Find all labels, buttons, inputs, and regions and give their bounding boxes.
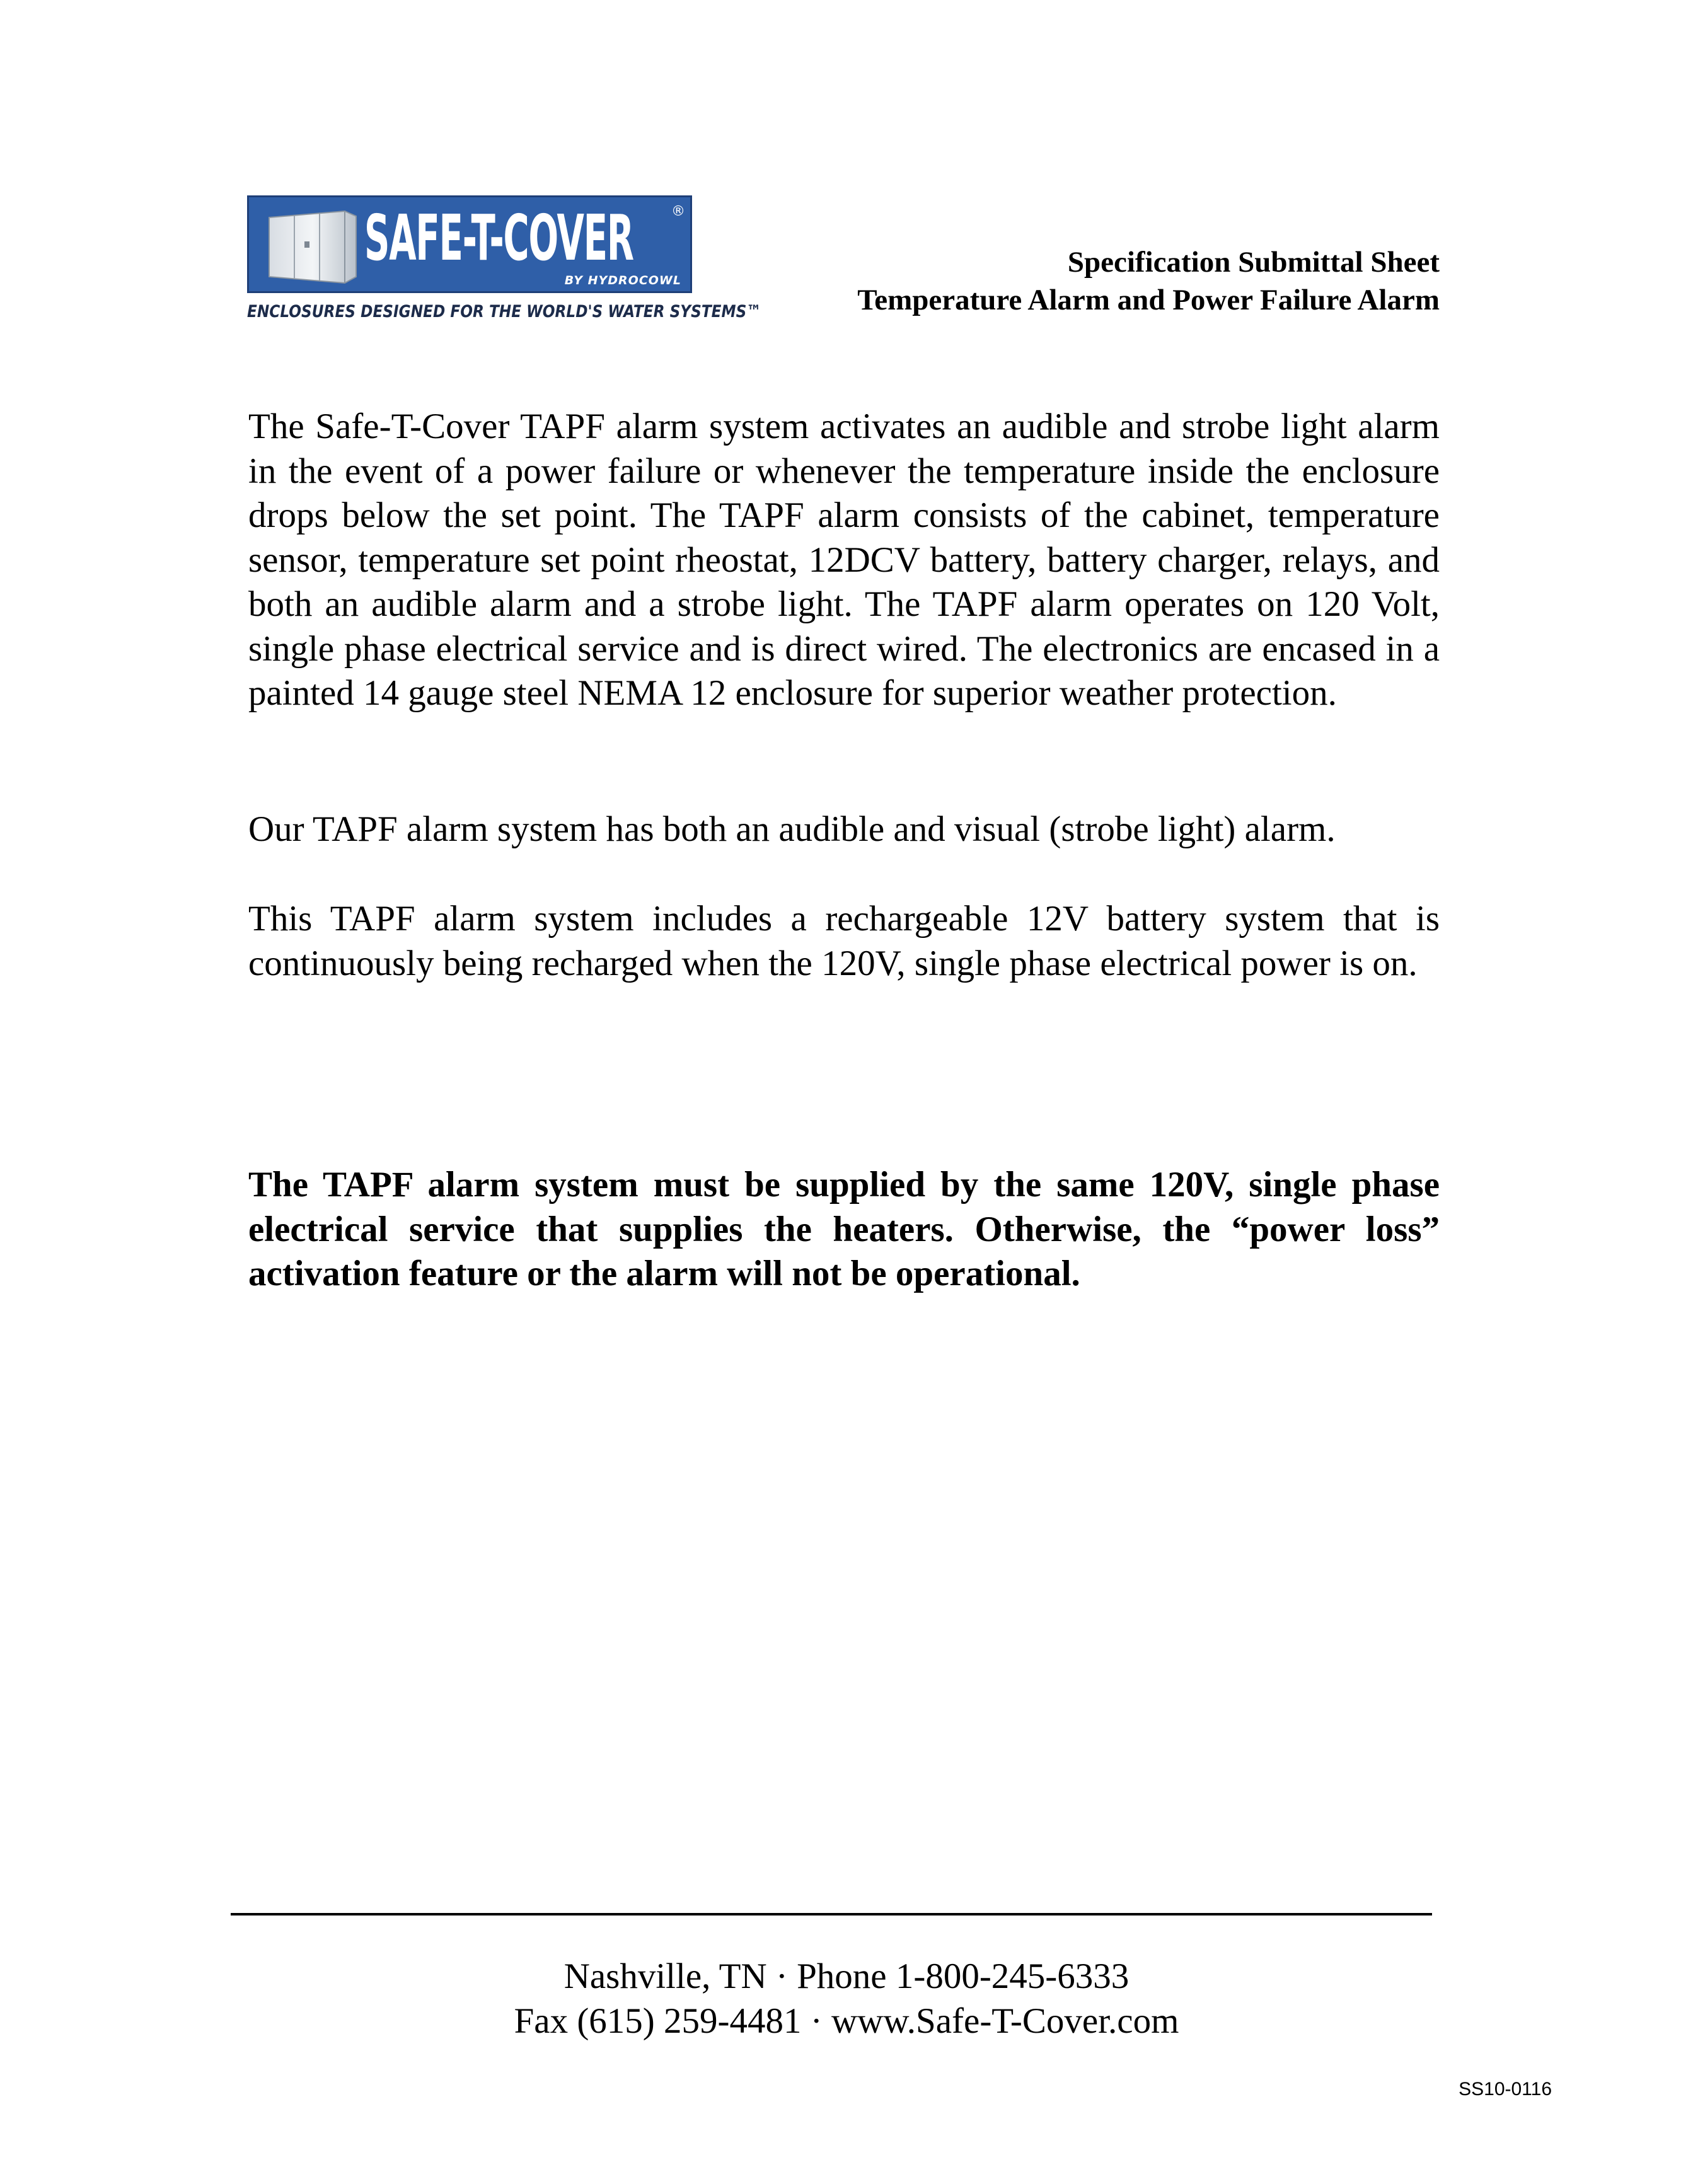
company-logo — [247, 195, 761, 321]
footer-fax-website: Fax (615) 259-4481 · www.Safe-T-Cover.com — [514, 2001, 1179, 2041]
logo-tagline: ENCLOSURES DESIGNED FOR THE WORLD'S WATER SYSTEMS™ — [247, 302, 761, 321]
logo-byline: BY HYDROCOWL — [564, 274, 681, 287]
alarm-types-paragraph: Our TAPF alarm system has both an audible and visual (strobe light) alarm. — [248, 809, 1336, 849]
registered-mark: ® — [671, 204, 685, 219]
enclosure-cabinet-icon — [264, 206, 359, 286]
document-type: Specification Submittal Sheet — [1067, 246, 1440, 279]
footer-divider — [231, 1913, 1432, 1915]
footer-contact — [0, 1954, 1693, 2043]
warning-paragraph: The TAPF alarm system must be supplied by the same 120V, single phase electrical service that supplies the heaters. Otherwise, the “power loss” activation feature or the alarm will not be operational. — [248, 1165, 1440, 1293]
footer-address-phone: Nashville, TN · Phone 1-800-245-6333 — [563, 1956, 1130, 1996]
logo-wordmark: SAFE-T-COVER — [364, 201, 633, 275]
document-title: Temperature Alarm and Power Failure Alarm — [857, 284, 1440, 316]
document-header — [857, 243, 1440, 319]
document-code: SS10-0116 — [1459, 2079, 1552, 2100]
description-paragraph: The Safe-T-Cover TAPF alarm system activates an audible and strobe light alarm in the event of a power failure or whenever the temperature inside the enclosure drops below the set point. The TAPF alarm consists of the cabinet, temperature sensor, temperature set point rheostat, 12DCV battery, battery charger, relays, and both an audible alarm and a strobe light. The TAPF alarm operates on 120 Volt, single phase electrical service and is direct wired. The electronics are encased in a painted 14 gauge steel NEMA 12 enclosure for superior weather protection. — [248, 407, 1440, 713]
logo-badge — [247, 195, 692, 293]
battery-paragraph: This TAPF alarm system includes a rechargeable 12V battery system that is continuously being recharged when the 120V, single phase electrical power is on. — [248, 899, 1440, 983]
